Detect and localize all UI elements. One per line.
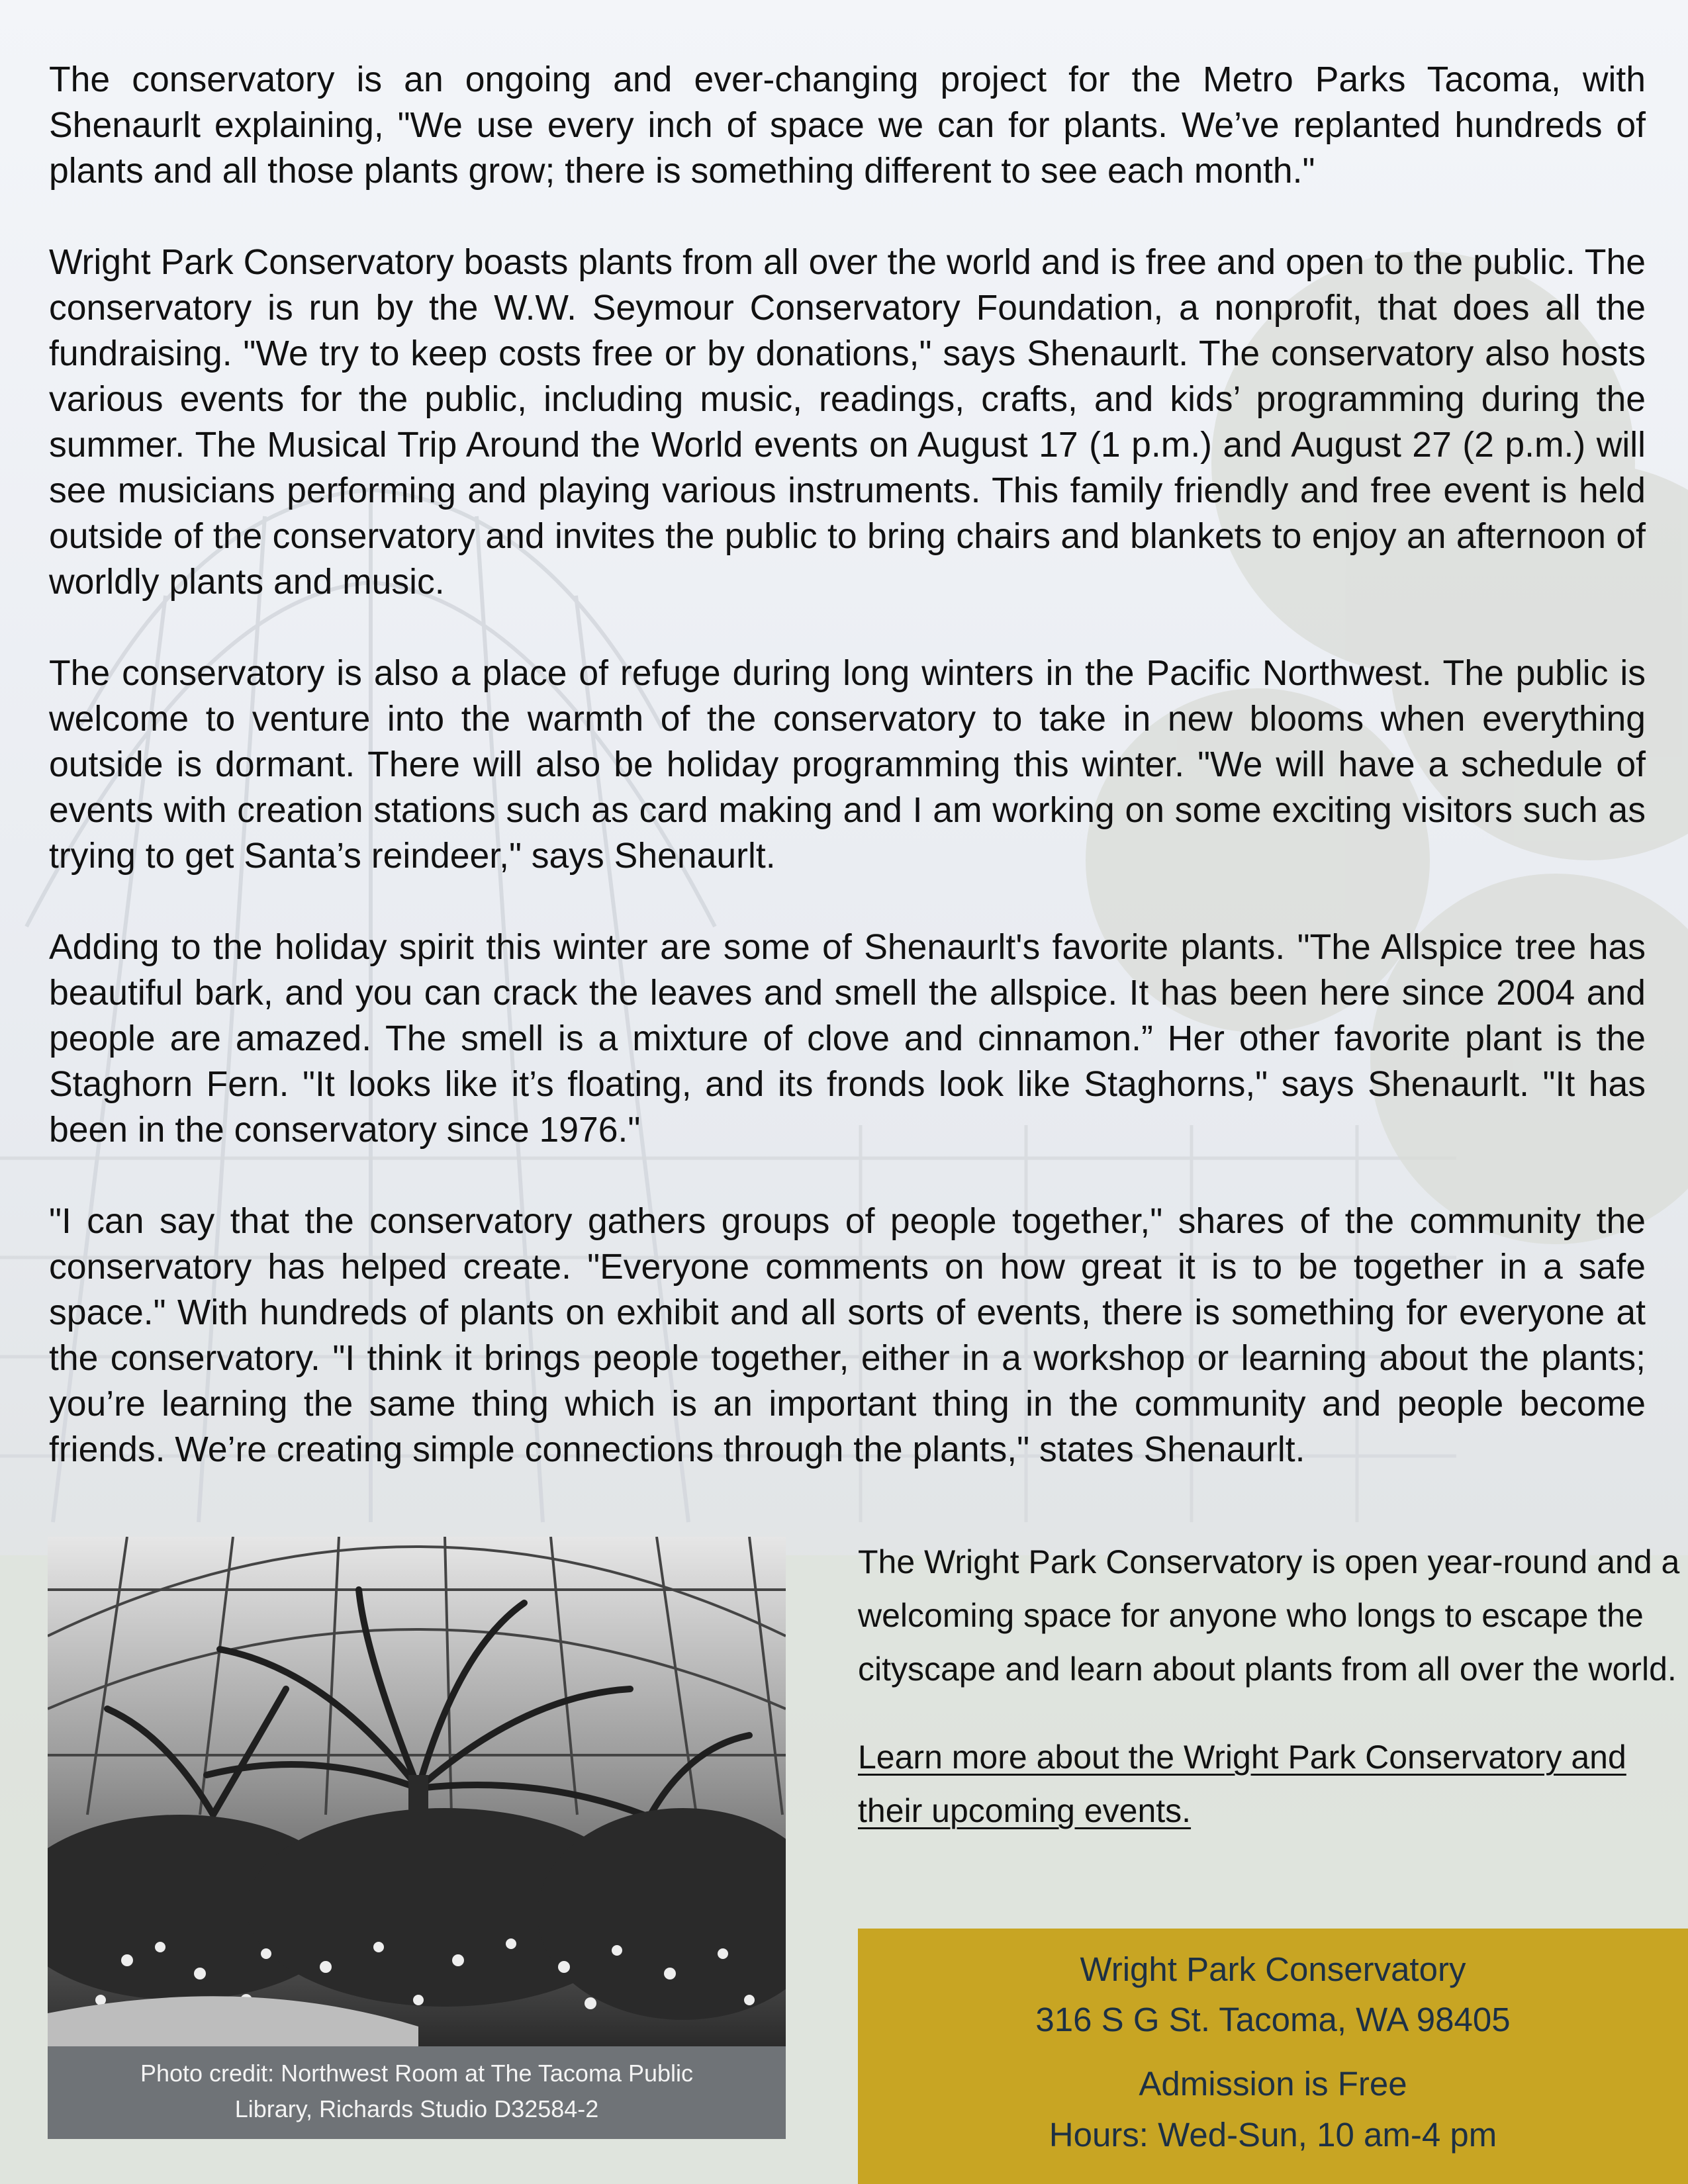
article-body: [49, 57, 1646, 1473]
sidebar-intro: The Wright Park Conservatory is open year-round and a welcoming space for anyone who longs to escape the cityscape and learn about plants from all over the world.: [858, 1543, 1680, 1688]
sidebar: [858, 1535, 1685, 1838]
caption-line-2: Library, Richards Studio D32584-2: [234, 2095, 599, 2122]
conservatory-photo: [48, 1537, 786, 2046]
paragraph-2: Wright Park Conservatory boasts plants from all over the world and is free and open to the public. The conservatory is run by the W.W. Seymour Conservatory Foundation, a nonprofit, that does all the fundraising. "We try to keep costs free or by donations," says Shenaurlt. The conservatory also hosts various events for the public, including music, readings, crafts, and kids’ programming during the summer. The Musical Trip Around the World events on August 17 (1 p.m.) and August 27 (2 p.m.) will see musicians performing and playing various instruments. This family friendly and free event is held outside of the conservatory and invites the public to bring chairs and blankets to enjoy an afternoon of worldly plants and music.: [49, 243, 1646, 602]
admission-text: Admission is Free: [1139, 2065, 1407, 2103]
paragraph-1: The conservatory is an ongoing and ever-changing project for the Metro Parks Tacoma, with Shenaurlt explaining, "We use every inch of space we can for plants. We’ve replanted hundreds of plants and all those plants grow; there is something different to see each month.": [49, 60, 1646, 191]
venue-address: 316 S G St. Tacoma, WA 98405: [1035, 2001, 1511, 2038]
info-box: [858, 1929, 1688, 2184]
photo-caption: [48, 2046, 786, 2139]
paragraph-3: The conservatory is also a place of refuge during long winters in the Pacific Northwest. The public is welcome to venture into the warmth of the conservatory to take in new blooms when everything outside is dormant. There will also be holiday programming this winter. "We will have a schedule of events with creation stations such as card making and I am working on some exciting visitors such as trying to get Santa’s reindeer," says Shenaurlt.: [49, 654, 1646, 876]
paragraph-4: Adding to the holiday spirit this winter are some of Shenaurlt's favorite plants. "The Allspice tree has beautiful bark, and you can crack the leaves and smell the allspice. It has been here since 2004 and people are amazed. The smell is a mixture of clove and cinnamon.” Her other favorite plant is the Staghorn Fern. "It looks like it’s floating, and its fronds look like Staghorns," says Shenaurlt. "It has been in the conservatory since 1976.": [49, 928, 1646, 1150]
hours-text: Hours: Wed-Sun, 10 am-4 pm: [1049, 2116, 1497, 2154]
learn-more-link[interactable]: Learn more about the Wright Park Conservatory and their upcoming events.: [858, 1739, 1626, 1829]
caption-line-1: Photo credit: Northwest Room at The Tacoma Public: [140, 2060, 694, 2087]
venue-name: Wright Park Conservatory: [1080, 1950, 1466, 1988]
paragraph-5: "I can say that the conservatory gathers groups of people together," shares of the community the conservatory has helped create. "Everyone comments on how great it is to be together in a safe space." With hundreds of plants on exhibit and all sorts of events, there is something for everyone at the conservatory. "I think it brings people together, either in a workshop or learning about the plants; you’re learning the same thing which is an important thing in the community and people become friends. We’re creating simple connections through the plants," states Shenaurlt.: [49, 1202, 1646, 1469]
